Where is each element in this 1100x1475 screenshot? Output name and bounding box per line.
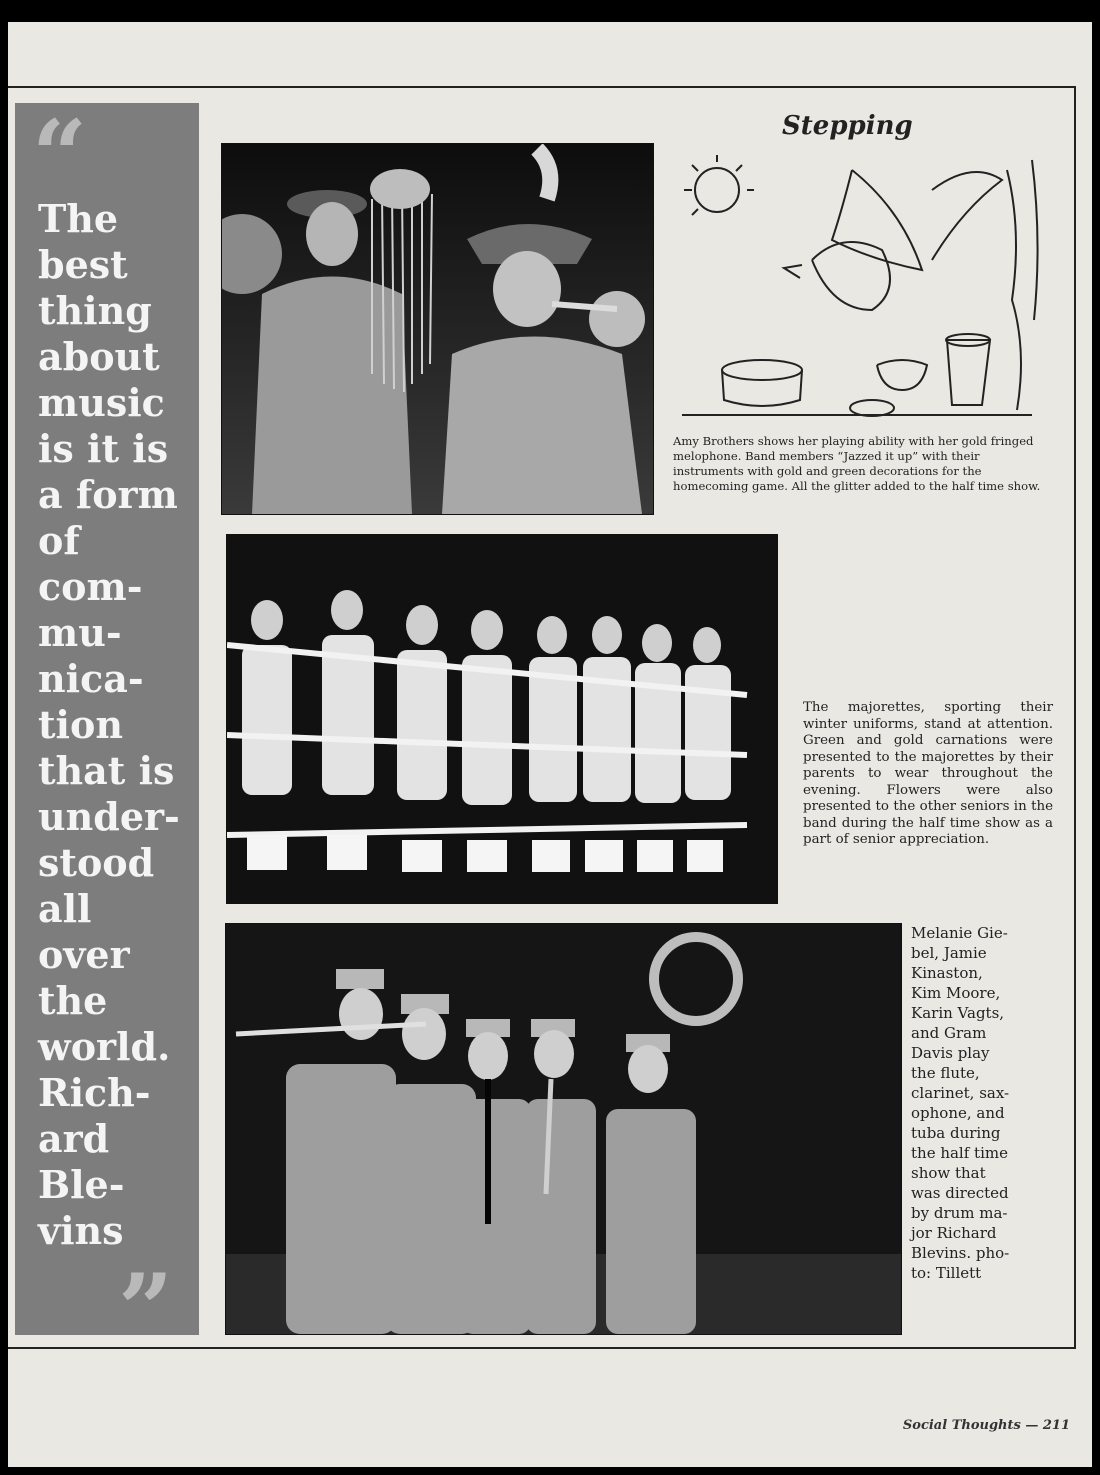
caption-flute-line: Melanie Gie- bel, Jamie Kinaston, Kim Moore, Karin Vagts, and Gram Davis play the flute, clarinet, sax- ophone, and tuba during the half time show that was directed by drum ma- jor Richard Blevins. pho- to: Tillett bbox=[911, 924, 1010, 1282]
section-title: Stepping bbox=[782, 111, 913, 141]
pull-quote-text: The best thing about music is it is a form of com- mu- nica- tion that is under- stood all over the world. Rich- ard Ble- vins bbox=[38, 196, 180, 1253]
close-quote-mark: ” bbox=[118, 1253, 174, 1366]
caption-majorettes: The majorettes, sporting their winter uniforms, stand at attention. Green and gold carnations were presented to the majorettes by their parents to wear throughout the evening. Flowers were also presented to the other seniors in the band during the half time show as a part of senior appreciation. bbox=[803, 700, 1053, 847]
page-footer: Social Thoughts — 211 bbox=[902, 1418, 1070, 1433]
caption-melophone: Amy Brothers shows her playing ability with her gold fringed melophone. Band members “Jazzed it up” with their instruments with gold and green decorations for the homecoming game. All the glitter added to the half time show. bbox=[673, 434, 1041, 493]
open-quote-mark: “ bbox=[32, 99, 88, 212]
